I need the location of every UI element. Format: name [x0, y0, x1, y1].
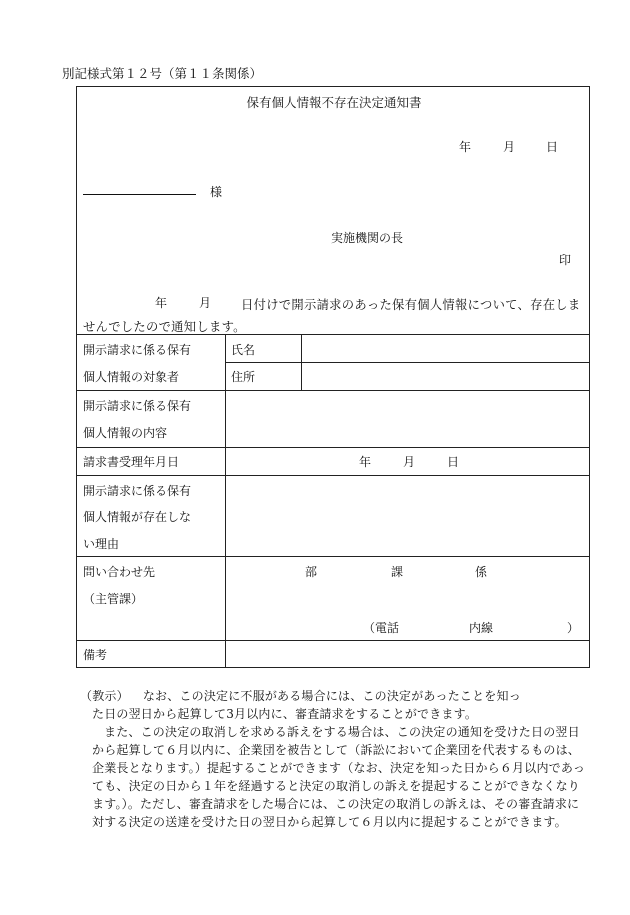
receipt-month: 月 — [403, 455, 416, 469]
contact-department: 部 — [305, 565, 318, 579]
issue-date-year: 年 — [459, 140, 472, 154]
contact-unit: 係 — [475, 565, 488, 579]
notes-label: （教示） — [80, 689, 129, 703]
notice-form-frame — [76, 86, 590, 668]
reason-label-line3: い理由 — [83, 537, 120, 551]
issue-date-day: 日 — [546, 140, 559, 154]
remarks-field[interactable] — [226, 641, 589, 667]
issue-date-month: 月 — [503, 140, 516, 154]
contact-section: 課 — [391, 565, 404, 579]
remarks-label: 備考 — [83, 648, 108, 662]
contact-tel-close: ） — [567, 621, 580, 635]
receipt-day: 日 — [447, 455, 460, 469]
addressee-honorific: 様 — [210, 185, 223, 199]
request-date-month: 月 — [199, 296, 212, 310]
receipt-date-label: 請求書受理年月日 — [83, 455, 180, 469]
row-divider — [77, 556, 589, 557]
subject-name-field[interactable] — [302, 335, 589, 362]
subject-address-field[interactable] — [302, 363, 589, 390]
instruction-notes — [80, 687, 590, 831]
addressee-name-line[interactable] — [83, 194, 196, 195]
receipt-year: 年 — [359, 455, 372, 469]
subject-address-label: 住所 — [231, 370, 256, 384]
reason-field[interactable] — [226, 476, 589, 556]
seal-mark: 印 — [559, 253, 572, 267]
reason-label-line2: 個人情報が存在しな — [83, 510, 192, 524]
notes-paragraph1-first: なお、この決定に不服がある場合には、この決定があったことを知っ — [142, 689, 521, 703]
content-field[interactable] — [226, 391, 589, 447]
request-date-year: 年 — [155, 296, 168, 310]
notes-paragraph1-rest: た日の翌日から起算して3月以内に、審査請求をすることができます。 — [92, 707, 478, 721]
content-label-line2: 個人情報の内容 — [83, 426, 168, 440]
form-number-header: 別記様式第１２号（第１１条関係） — [62, 66, 263, 81]
notice-body-text: 日付けで開示請求のあった保有個人情報について、存在しませんでしたので通知します。 — [83, 298, 581, 334]
contact-tel-open: （電話 — [363, 621, 400, 635]
subject-label-line2: 個人情報の対象者 — [83, 370, 180, 384]
document-title: 保有個人情報不存在決定通知書 — [246, 95, 422, 110]
notes-paragraph2: また、この決定の取消しを求める訴えをする場合は、この決定の通知を受けた日の翌日から起算して６月以内に、企業団を被告として（訴訟において企業団を代表するものは、企業長となります。）提起することができます（なお、決定を知った日から６月以内であっても、決定の日から１年を経過すると決定の取消しの訴えを提起することができなくなります。）。ただし、審査請求をした場合には、この決定の取消しの訴えは、その審査請求に対する決定の送達を受けた日の翌日から起算して６月以内に提起することができます。 — [92, 725, 586, 829]
content-label-line1: 開示請求に係る保有 — [83, 399, 192, 413]
reason-label-line1: 開示請求に係る保有 — [83, 484, 192, 498]
contact-label-line1: 問い合わせ先 — [83, 565, 156, 579]
contact-extension: 内線 — [469, 621, 494, 635]
row-divider — [77, 447, 589, 448]
subject-label-line1: 開示請求に係る保有 — [83, 343, 192, 357]
contact-label-line2: （主管課） — [83, 592, 144, 606]
issuer-title: 実施機関の長 — [331, 231, 404, 245]
subject-name-label: 氏名 — [231, 343, 256, 357]
